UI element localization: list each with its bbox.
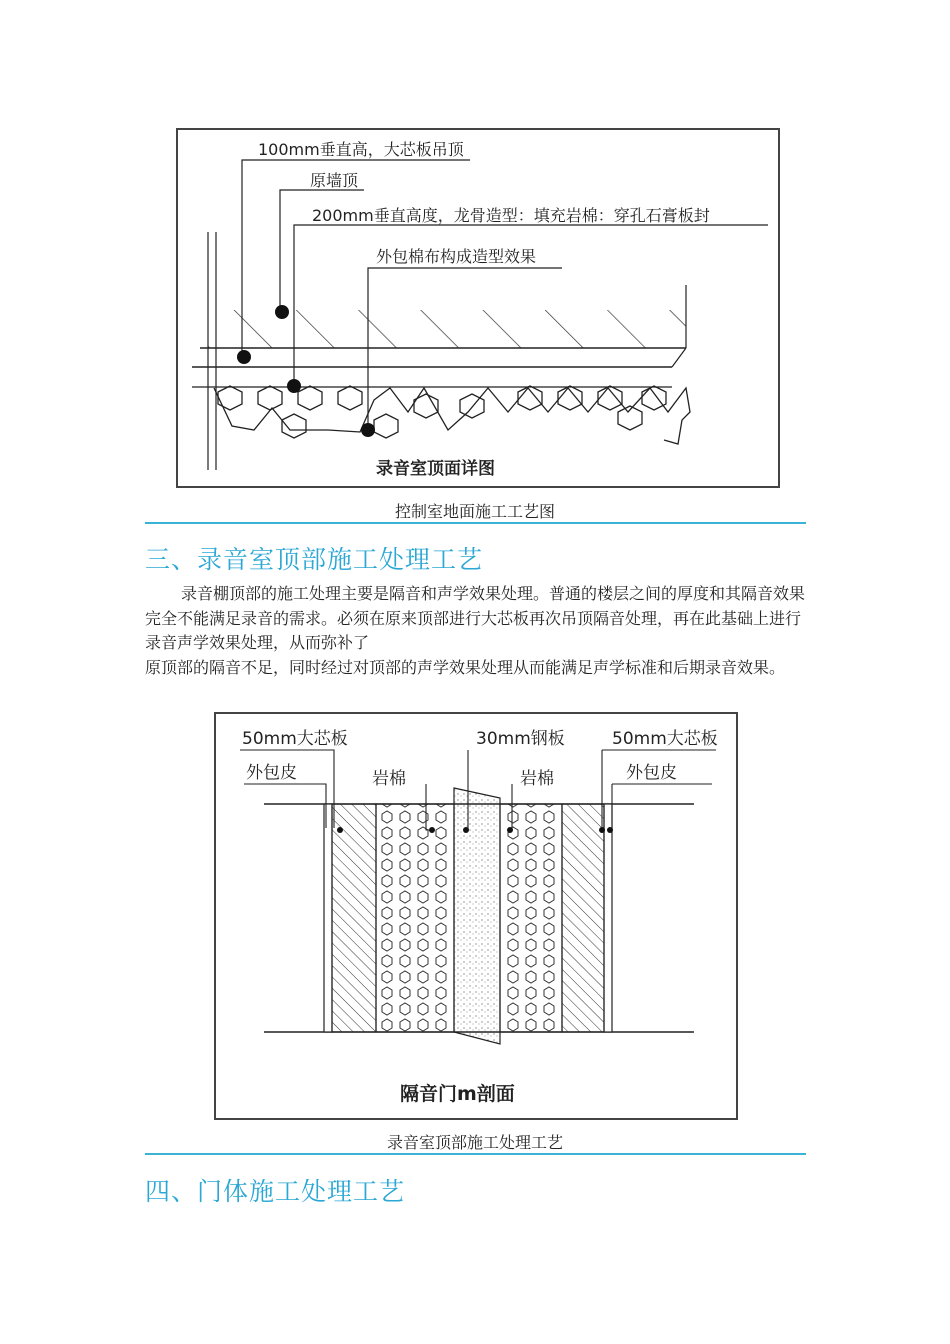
- marker-dot-2: [275, 305, 289, 319]
- marker-dot-1: [237, 350, 251, 364]
- divider-rule: [145, 1153, 806, 1155]
- right-core-board: [562, 804, 604, 1032]
- label-right-50mm-board: 50mm大芯板: [612, 729, 718, 749]
- label-left-rock-wool: 岩棉: [372, 769, 406, 789]
- section4-heading: 四、门体施工处理工艺: [145, 1177, 406, 1206]
- label-100mm-ceiling: 100mm垂直高，大芯板吊顶: [258, 140, 464, 159]
- left-outer-skin: [324, 804, 332, 1032]
- section3-paragraph: [145, 582, 807, 680]
- ceiling-detail-figure: [176, 128, 780, 488]
- marker-dot-4: [361, 423, 375, 437]
- figure1-caption: 控制室地面施工工艺图: [394, 502, 555, 521]
- figure1-title: 录音室顶面详图: [376, 459, 495, 479]
- figure2-title: 隔音门m剖面: [400, 1083, 515, 1105]
- steel-plate: [454, 788, 500, 1044]
- door-section-drawing: [216, 714, 736, 1118]
- right-rock-wool: [500, 804, 562, 1032]
- door-section-figure: [214, 712, 738, 1120]
- label-30mm-steel: 30mm钢板: [476, 729, 565, 749]
- divider-rule: [145, 522, 806, 524]
- figure2-caption: 录音室顶部施工处理工艺: [386, 1133, 563, 1152]
- label-left-50mm-board: 50mm大芯板: [242, 729, 348, 749]
- label-left-outer-skin: 外包皮: [246, 763, 297, 783]
- label-right-outer-skin: 外包皮: [626, 763, 677, 783]
- rock-wool-hexagons: [218, 386, 666, 438]
- left-core-board: [332, 804, 376, 1032]
- right-outer-skin: [604, 804, 612, 1032]
- paragraph-text: 录音棚顶部的施工处理主要是隔音和声学效果处理。普通的楼层之间的厚度和其隔音效果完全不能满足录音的需求。必须在原来顶部进行大芯板再次吊顶隔音处理，再在此基础上进行录音声学效果处理，从而弥补了: [145, 584, 806, 652]
- left-rock-wool: [376, 804, 454, 1032]
- label-right-rock-wool: 岩棉: [520, 769, 554, 789]
- marker-dot-3: [287, 379, 301, 393]
- label-fabric-wrap: 外包棉布构成造型效果: [376, 247, 537, 266]
- label-original-wall: 原墙顶: [310, 171, 359, 190]
- label-200mm-height: 200mm垂直高度，龙骨造型：填充岩棉：穿孔石膏板封: [312, 206, 710, 225]
- section3-heading: 三、录音室顶部施工处理工艺: [145, 545, 484, 574]
- paragraph-text: 原顶部的隔音不足，同时经过对顶部的声学效果处理从而能满足声学标准和后期录音效果。: [145, 657, 786, 677]
- ceiling-detail-drawing: [178, 130, 778, 486]
